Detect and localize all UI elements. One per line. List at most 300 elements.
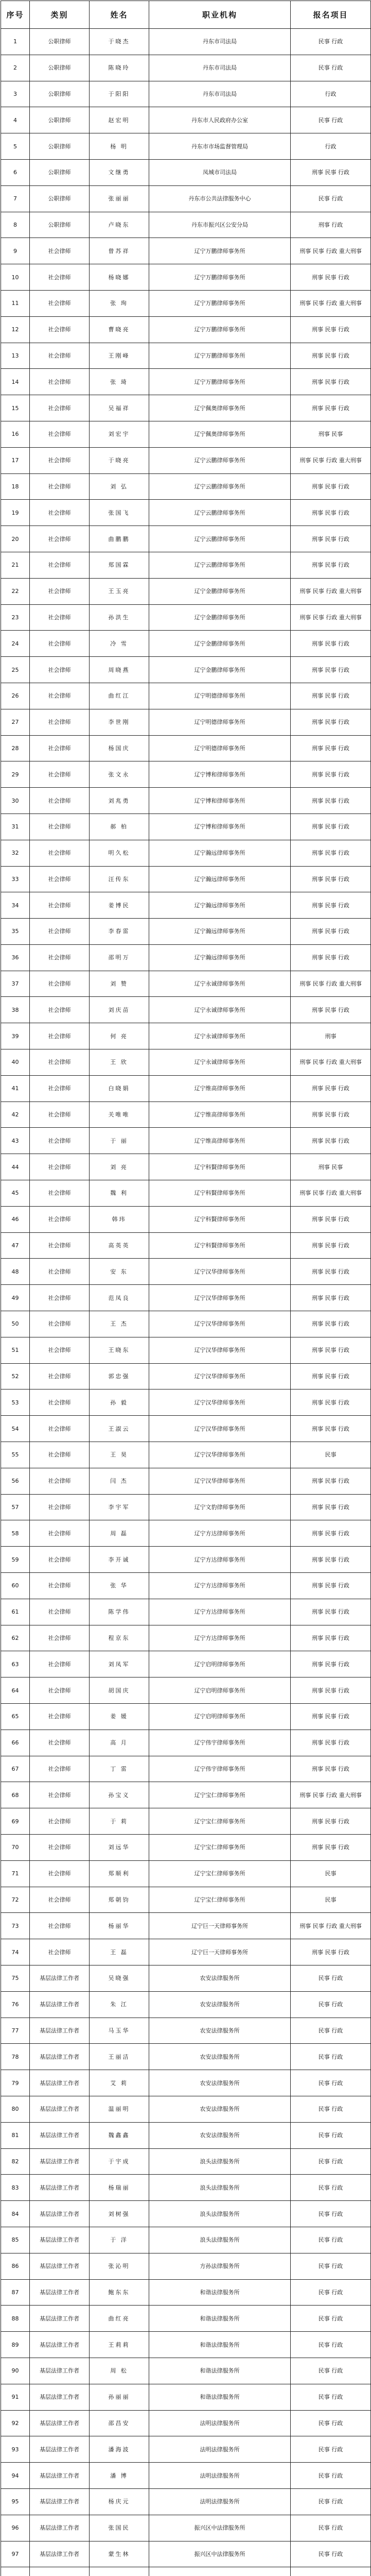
cell-project: 刑事 民事 行政 — [291, 892, 371, 919]
cell-name: 冷 雪 — [90, 631, 149, 657]
table-row — [1, 1180, 371, 1207]
cell-name: 郑国霖 — [90, 552, 149, 578]
cell-category: 社会律师 — [30, 1547, 90, 1573]
cell-name: 明久松 — [90, 840, 149, 866]
cell-no: 94 — [1, 2463, 30, 2489]
cell-category: 社会律师 — [30, 526, 90, 552]
cell-org: 辽宁万鹏律师事务所 — [149, 369, 291, 395]
cell-no: 25 — [1, 657, 30, 683]
cell-no: 48 — [1, 1259, 30, 1285]
cell-name: 刘 赞 — [90, 971, 149, 997]
cell-name: 刘 弘 — [90, 473, 149, 500]
cell-category: 公职律师 — [30, 159, 90, 185]
cell-category: 基层法律工作者 — [30, 2148, 90, 2175]
cell-project: 刑事 民事 — [291, 1154, 371, 1180]
cell-category: 公职律师 — [30, 133, 90, 160]
cell-name: 陈晓玲 — [90, 55, 149, 81]
cell-category: 公职律师 — [30, 107, 90, 133]
cell-category: 社会律师 — [30, 1677, 90, 1704]
cell-no: 78 — [1, 2044, 30, 2070]
cell-no: 1 — [1, 29, 30, 55]
cell-project: 民事 — [291, 1442, 371, 1468]
cell-org: 辽宁汉华律师事务所 — [149, 1363, 291, 1389]
cell-org: 辽宁宝仁律师事务所 — [149, 1782, 291, 1808]
cell-no: 36 — [1, 944, 30, 971]
cell-org: 法明法律服务所 — [149, 2436, 291, 2463]
cell-category: 社会律师 — [30, 892, 90, 919]
cell-name: 周晓燕 — [90, 657, 149, 683]
cell-no: 22 — [1, 578, 30, 604]
cell-project: 民事 行政 — [291, 1965, 371, 1991]
cell-category: 社会律师 — [30, 735, 90, 761]
table-row — [1, 1389, 371, 1416]
table-row — [1, 2227, 371, 2253]
table-row — [1, 1128, 371, 1154]
cell-name: 魏鑫鑫 — [90, 2122, 149, 2148]
cell-project: 刑事 民事 行政 重大刑事 — [291, 238, 371, 264]
table-row — [1, 159, 371, 185]
table-row — [1, 552, 371, 578]
cell-org: 辽宁博和律师事务所 — [149, 761, 291, 788]
cell-no: 68 — [1, 1782, 30, 1808]
table-row — [1, 1991, 371, 2018]
cell-org: 辽宁瀚远律师事务所 — [149, 892, 291, 919]
table-row — [1, 1206, 371, 1232]
cell-project: 刑事 民事 行政 — [291, 1416, 371, 1442]
cell-no: 13 — [1, 343, 30, 369]
cell-org: 辽宁云鹏律师事务所 — [149, 500, 291, 526]
cell-org: 辽宁瀚远律师事务所 — [149, 919, 291, 945]
cell-org: 辽宁宝仁律师事务所 — [149, 1887, 291, 1913]
cell-category: 社会律师 — [30, 369, 90, 395]
cell-org: 辽宁方达律师事务所 — [149, 1547, 291, 1573]
cell-org: 丹东市公共法律服务中心 — [149, 185, 291, 212]
cell-no: 89 — [1, 2332, 30, 2358]
cell-category: 社会律师 — [30, 290, 90, 316]
cell-no: 24 — [1, 631, 30, 657]
cell-project: 刑事 民事 行政 重大刑事 — [291, 578, 371, 604]
table-row — [1, 2175, 371, 2201]
cell-category: 社会律师 — [30, 840, 90, 866]
cell-project: 刑事 民事 行政 — [291, 657, 371, 683]
cell-project: 民事 行政 — [291, 2122, 371, 2148]
cell-category: 社会律师 — [30, 343, 90, 369]
header-no: 序号 — [1, 1, 30, 29]
cell-org: 辽宁永诚律师事务所 — [149, 971, 291, 997]
table-row — [1, 2436, 371, 2463]
table-row — [1, 2410, 371, 2436]
table-row — [1, 631, 371, 657]
cell-org: 辽宁云鹏律师事务所 — [149, 526, 291, 552]
cell-org: 辽宁方达律师事务所 — [149, 1573, 291, 1599]
cell-no: 70 — [1, 1834, 30, 1860]
header-name: 姓名 — [90, 1, 149, 29]
table-row — [1, 919, 371, 945]
cell-org: 辽宁金鹏律师事务所 — [149, 657, 291, 683]
cell-name: 刘远华 — [90, 1834, 149, 1860]
cell-name: 高 月 — [90, 1730, 149, 1756]
cell-no: 83 — [1, 2175, 30, 2201]
cell-no: 49 — [1, 1285, 30, 1311]
table-row — [1, 1442, 371, 1468]
cell-category: 社会律师 — [30, 1180, 90, 1207]
cell-name: 曾苏祥 — [90, 238, 149, 264]
table-row — [1, 1285, 371, 1311]
cell-project: 民事 — [291, 1860, 371, 1887]
cell-name: 汪传东 — [90, 866, 149, 892]
cell-name: 周 松 — [90, 2358, 149, 2384]
cell-no: 85 — [1, 2227, 30, 2253]
cell-category: 社会律师 — [30, 866, 90, 892]
cell-project: 民事 行政 — [291, 1991, 371, 2018]
cell-project: 刑事 民事 行政 — [291, 1337, 371, 1363]
cell-project: 刑事 民事 行政 — [291, 1259, 371, 1285]
cell-no: 56 — [1, 1468, 30, 1494]
cell-project: 民事 行政 — [291, 2332, 371, 2358]
cell-org: 辽宁云鹏律师事务所 — [149, 473, 291, 500]
cell-project: 刑事 民事 行政 — [291, 1939, 371, 1965]
cell-category: 社会律师 — [30, 500, 90, 526]
cell-no: 77 — [1, 2018, 30, 2044]
table-row — [1, 2541, 371, 2567]
header-category: 类别 — [30, 1, 90, 29]
cell-name: 何 亮 — [90, 1023, 149, 1049]
table-row — [1, 369, 371, 395]
cell-no: 29 — [1, 761, 30, 788]
cell-category: 基层法律工作者 — [30, 1965, 90, 1991]
cell-org: 辽宁汉华律师事务所 — [149, 1311, 291, 1337]
cell-no: 43 — [1, 1128, 30, 1154]
cell-no: 26 — [1, 683, 30, 709]
table-row — [1, 1834, 371, 1860]
cell-category: 社会律师 — [30, 1887, 90, 1913]
cell-org: 辽宁科賢律师事务所 — [149, 1206, 291, 1232]
cell-org: 辽宁科賢律师事务所 — [149, 1154, 291, 1180]
cell-no: 79 — [1, 2070, 30, 2096]
cell-org: 农安法律服务所 — [149, 2044, 291, 2070]
cell-org: 辽宁博和律师事务所 — [149, 814, 291, 840]
cell-project: 刑事 民事 — [291, 421, 371, 447]
cell-category: 基层法律工作者 — [30, 2096, 90, 2122]
cell-name: 于阳阳 — [90, 81, 149, 107]
table-row — [1, 500, 371, 526]
cell-no: 6 — [1, 159, 30, 185]
cell-category: 社会律师 — [30, 1520, 90, 1547]
cell-project: 刑事 民事 行政 — [291, 814, 371, 840]
cell-category: 社会律师 — [30, 657, 90, 683]
cell-org: 凤城市司法局 — [149, 159, 291, 185]
cell-project: 刑事 民事 行政 重大刑事 — [291, 1913, 371, 1939]
cell-name: 张 琦 — [90, 369, 149, 395]
table-row — [1, 2332, 371, 2358]
cell-project: 刑事 民事 行政 — [291, 788, 371, 814]
cell-category: 社会律师 — [30, 919, 90, 945]
cell-project: 刑事 民事 行政 — [291, 1232, 371, 1259]
cell-project: 刑事 民事 行政 重大刑事 — [291, 1049, 371, 1076]
cell-project: 民事 行政 — [291, 185, 371, 212]
cell-project: 刑事 民事 行政 重大刑事 — [291, 1782, 371, 1808]
cell-no: 65 — [1, 1704, 30, 1730]
cell-name: 关唯唯 — [90, 1101, 149, 1128]
table-row — [1, 1913, 371, 1939]
cell-category: 公职律师 — [30, 212, 90, 238]
cell-project: 刑事 民事 行政 — [291, 159, 371, 185]
cell-org: 辽宁维高律师事务所 — [149, 1101, 291, 1128]
cell-no: 7 — [1, 185, 30, 212]
cell-category: 社会律师 — [30, 1599, 90, 1625]
cell-project: 刑事 民事 行政 — [291, 919, 371, 945]
cell-category: 基层法律工作者 — [30, 2253, 90, 2279]
table-row — [1, 29, 371, 55]
cell-org: 辽宁云鹏律师事务所 — [149, 447, 291, 473]
cell-name: 闫 杰 — [90, 1468, 149, 1494]
cell-no: 37 — [1, 971, 30, 997]
cell-category: 社会律师 — [30, 604, 90, 631]
cell-project: 民事 行政 — [291, 2201, 371, 2227]
cell-no: 45 — [1, 1180, 30, 1207]
cell-project: 刑事 民事 行政 重大刑事 — [291, 604, 371, 631]
cell-no: 55 — [1, 1442, 30, 1468]
cell-name: 李世刚 — [90, 709, 149, 735]
cell-no: 62 — [1, 1625, 30, 1651]
cell-name: 孙丽丽 — [90, 2384, 149, 2410]
cell-no: 44 — [1, 1154, 30, 1180]
cell-project: 刑事 民事 行政 — [291, 1075, 371, 1101]
cell-org: 农安法律服务所 — [149, 2018, 291, 2044]
cell-org: 辽宁云鹏律师事务所 — [149, 552, 291, 578]
cell-category: 社会律师 — [30, 447, 90, 473]
cell-project: 刑事 民事 行政 — [291, 1704, 371, 1730]
cell-project: 刑事 民事 行政 — [291, 369, 371, 395]
cell-category: 基层法律工作者 — [30, 2332, 90, 2358]
cell-project: 刑事 民事 行政 — [291, 526, 371, 552]
cell-org: 振兴区中法律服务所 — [149, 2515, 291, 2541]
cell-project: 刑事 民事 行政 — [291, 944, 371, 971]
table-row — [1, 1337, 371, 1363]
cell-no: 11 — [1, 290, 30, 316]
cell-name: 李春雷 — [90, 919, 149, 945]
cell-org: 农安法律服务所 — [149, 2096, 291, 2122]
cell-category: 社会律师 — [30, 1756, 90, 1782]
table-row — [1, 892, 371, 919]
cell-no: 27 — [1, 709, 30, 735]
table-row — [1, 473, 371, 500]
cell-no: 14 — [1, 369, 30, 395]
cell-org: 辽宁万鹏律师事务所 — [149, 238, 291, 264]
cell-name: 孙宝义 — [90, 1782, 149, 1808]
cell-name: 文继勇 — [90, 159, 149, 185]
cell-name: 张国民 — [90, 2515, 149, 2541]
cell-project: 刑事 民事 行政 — [291, 1206, 371, 1232]
table-row — [1, 133, 371, 160]
cell-no: 69 — [1, 1808, 30, 1835]
cell-no: 61 — [1, 1599, 30, 1625]
cell-org: 辽宁宝仁律师事务所 — [149, 1860, 291, 1887]
cell-name: 程京东 — [90, 1625, 149, 1651]
cell-name: 刘树强 — [90, 2201, 149, 2227]
cell-category: 社会律师 — [30, 1782, 90, 1808]
cell-no: 50 — [1, 1311, 30, 1337]
cell-no: 75 — [1, 1965, 30, 1991]
cell-project: 刑事 民事 行政 — [291, 395, 371, 421]
cell-category: 社会律师 — [30, 578, 90, 604]
cell-category: 社会律师 — [30, 1494, 90, 1520]
table-row — [1, 2384, 371, 2410]
table-row — [1, 107, 371, 133]
cell-category: 公职律师 — [30, 81, 90, 107]
cell-org: 辽宁汉华律师事务所 — [149, 1337, 291, 1363]
cell-project: 刑事 — [291, 1023, 371, 1049]
cell-no: 38 — [1, 997, 30, 1023]
cell-project: 刑事 民事 行政 重大刑事 — [291, 290, 371, 316]
cell-name: 温丽明 — [90, 2096, 149, 2122]
cell-category: 社会律师 — [30, 1416, 90, 1442]
cell-no: 3 — [1, 81, 30, 107]
table-row — [1, 788, 371, 814]
cell-no: 41 — [1, 1075, 30, 1101]
table-row — [1, 657, 371, 683]
table-row — [1, 1887, 371, 1913]
cell-name: 张丽丽 — [90, 185, 149, 212]
cell-org: 辽宁佩奥律师事务所 — [149, 421, 291, 447]
cell-name: 刘凤军 — [90, 1651, 149, 1677]
cell-no: 81 — [1, 2122, 30, 2148]
cell-project: 民事 行政 — [291, 2306, 371, 2332]
cell-project: 刑事 民事 行政 — [291, 1651, 371, 1677]
table-row — [1, 1416, 371, 1442]
cell-category: 社会律师 — [30, 788, 90, 814]
cell-no: 71 — [1, 1860, 30, 1887]
table-row — [1, 238, 371, 264]
cell-org: 浪头法律服务所 — [149, 2227, 291, 2253]
cell-org: 辽宁宝仁律师事务所 — [149, 1808, 291, 1835]
cell-no: 5 — [1, 133, 30, 160]
cell-project: 刑事 民事 行政 — [291, 1730, 371, 1756]
cell-no: 40 — [1, 1049, 30, 1076]
cell-name: 朱 江 — [90, 1991, 149, 2018]
cell-project: 民事 行政 — [291, 2358, 371, 2384]
cell-no: 73 — [1, 1913, 30, 1939]
cell-category: 基层法律工作者 — [30, 2541, 90, 2567]
cell-project: 刑事 民事 行政 — [291, 683, 371, 709]
table-row — [1, 2148, 371, 2175]
cell-no: 88 — [1, 2306, 30, 2332]
header-project: 报名项目 — [291, 1, 371, 29]
cell-category: 基层法律工作者 — [30, 2018, 90, 2044]
cell-project: 刑事 民事 行政 — [291, 761, 371, 788]
cell-name: 曲红江 — [90, 683, 149, 709]
table-row — [1, 1547, 371, 1573]
cell-category: 社会律师 — [30, 761, 90, 788]
cell-no: 46 — [1, 1206, 30, 1232]
cell-no: 31 — [1, 814, 30, 840]
table-row — [1, 2515, 371, 2541]
cell-org: 辽宁汉华律师事务所 — [149, 1389, 291, 1416]
cell-category: 社会律师 — [30, 971, 90, 997]
cell-category: 公职律师 — [30, 29, 90, 55]
cell-name: 陈学伟 — [90, 1599, 149, 1625]
cell-org: 辽宁万鹏律师事务所 — [149, 343, 291, 369]
cell-no: 67 — [1, 1756, 30, 1782]
cell-category: 社会律师 — [30, 1730, 90, 1756]
table-row — [1, 1520, 371, 1547]
table-row — [1, 1101, 371, 1128]
cell-org: 农安法律服务所 — [149, 2070, 291, 2096]
cell-org: 辽宁永诚律师事务所 — [149, 997, 291, 1023]
cell-org: 辽宁启明律师事务所 — [149, 1651, 291, 1677]
cell-project: 刑事 民事 行政 — [291, 343, 371, 369]
table-row — [1, 2279, 371, 2306]
cell-name: 曹晓亮 — [90, 316, 149, 343]
table-row — [1, 1756, 371, 1782]
cell-category: 社会律师 — [30, 1206, 90, 1232]
cell-name: 王淑云 — [90, 1416, 149, 1442]
cell-name: 孙 毅 — [90, 1389, 149, 1416]
cell-name: 赵宏明 — [90, 107, 149, 133]
cell-org: 丹东市司法局 — [149, 29, 291, 55]
cell-no: 82 — [1, 2148, 30, 2175]
cell-no: 57 — [1, 1494, 30, 1520]
cell-category: 基层法律工作者 — [30, 2384, 90, 2410]
cell-category: 基层法律工作者 — [30, 2044, 90, 2070]
cell-no: 87 — [1, 2279, 30, 2306]
cell-project: 刑事 民事 行政 — [291, 1625, 371, 1651]
cell-project: 民事 行政 — [291, 2384, 371, 2410]
cell-category: 基层法律工作者 — [30, 2070, 90, 2096]
cell-project: 刑事 行政 — [291, 212, 371, 238]
cell-category: 社会律师 — [30, 1311, 90, 1337]
cell-category: 社会律师 — [30, 421, 90, 447]
cell-org: 农安法律服务所 — [149, 1965, 291, 1991]
cell-name: 张 华 — [90, 1573, 149, 1599]
cell-project: 民事 行政 — [291, 2541, 371, 2567]
cell-project: 民事 行政 — [291, 2227, 371, 2253]
cell-project: 刑事 民事 行政 — [291, 316, 371, 343]
table-row — [1, 1782, 371, 1808]
cell-name: 于 洋 — [90, 2227, 149, 2253]
cell-category — [30, 2567, 90, 2576]
table-row — [1, 55, 371, 81]
cell-name: 孙洪生 — [90, 604, 149, 631]
table-row — [1, 2044, 371, 2070]
cell-org: 辽宁宝仁律师事务所 — [149, 1834, 291, 1860]
cell-project: 民事 行政 — [291, 2018, 371, 2044]
cell-project: 刑事 民事 行政 — [291, 1520, 371, 1547]
cell-org: 浪头法律服务所 — [149, 2201, 291, 2227]
cell-project — [291, 2567, 371, 2576]
cell-name: 张文永 — [90, 761, 149, 788]
cell-project: 刑事 民事 行政 — [291, 631, 371, 657]
cell-no: 91 — [1, 2384, 30, 2410]
table-row — [1, 316, 371, 343]
cell-org: 辽宁永诚律师事务所 — [149, 1023, 291, 1049]
table-row — [1, 1808, 371, 1835]
cell-no: 16 — [1, 421, 30, 447]
cell-org: 辽宁维高律师事务所 — [149, 1128, 291, 1154]
cell-no: 86 — [1, 2253, 30, 2279]
table-row — [1, 81, 371, 107]
cell-no: 28 — [1, 735, 30, 761]
table-row — [1, 1704, 371, 1730]
cell-category: 社会律师 — [30, 1023, 90, 1049]
cell-org: 辽宁金鹏律师事务所 — [149, 604, 291, 631]
cell-category: 社会律师 — [30, 1913, 90, 1939]
cell-project: 民事 行政 — [291, 2148, 371, 2175]
cell-org: 辽宁万鹏律师事务所 — [149, 316, 291, 343]
cell-project: 刑事 民事 行政 — [291, 997, 371, 1023]
cell-no: 76 — [1, 1991, 30, 2018]
cell-org: 浪头法律服务所 — [149, 2175, 291, 2201]
